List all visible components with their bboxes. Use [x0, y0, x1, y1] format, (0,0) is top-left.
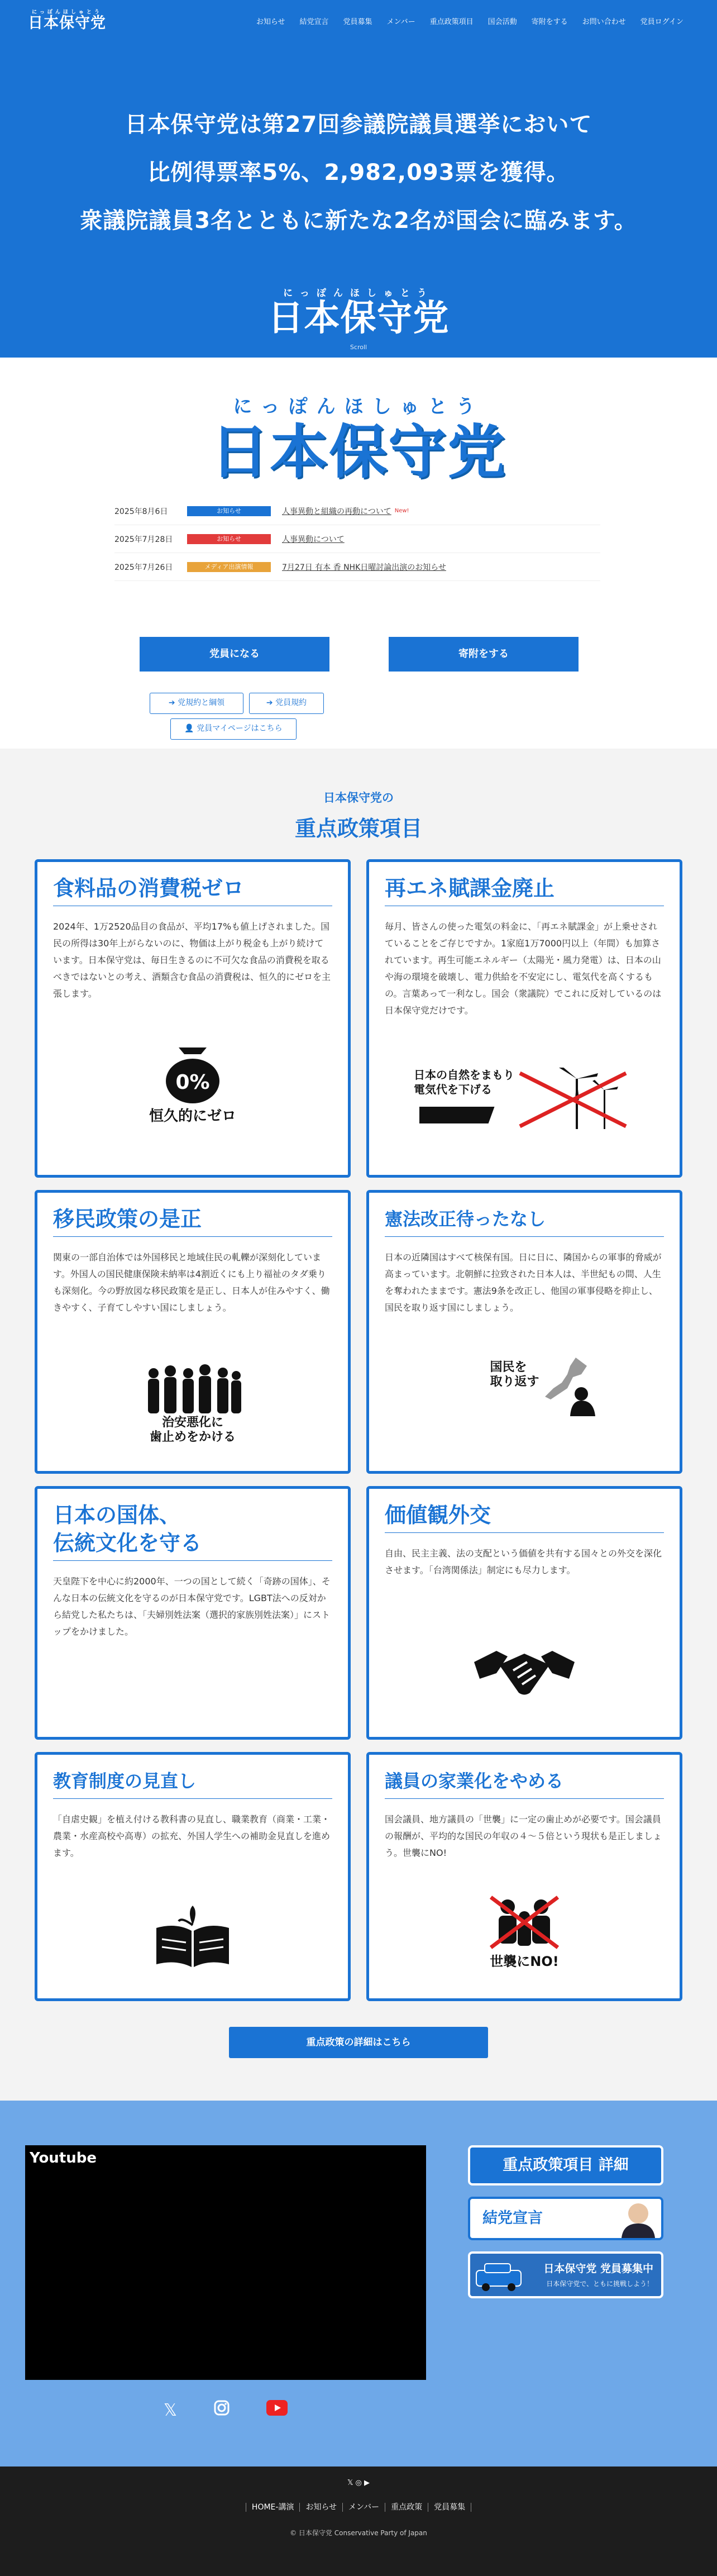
youtube-embed[interactable]: [25, 2145, 426, 2380]
hero-headline: [0, 101, 717, 245]
policy-card-tradition[interactable]: [35, 1486, 351, 1740]
party-logo-text: 日本保守党: [210, 418, 506, 486]
hero-logo-ruby: にっぽんほしゅとう: [283, 288, 434, 299]
divider: [53, 1798, 332, 1799]
news-item[interactable]: [114, 497, 600, 525]
open-book-icon: [37, 1906, 348, 1969]
card-title: 議員の家業化をやめる: [385, 1770, 564, 1792]
nav-diet-activity[interactable]: 国会活動: [487, 18, 517, 26]
divider: [53, 1560, 332, 1561]
card-text: 自由、民主主義、法の支配という価値を共有する国々との外交を深化させます。「台湾関係法」制定にも尽力します。: [385, 1548, 662, 1575]
policy-card-values-diplomacy[interactable]: [366, 1486, 682, 1740]
zero-percent-bag-icon: [37, 1046, 348, 1125]
card-title: 教育制度の見直し: [53, 1770, 197, 1792]
nav-policy[interactable]: 重点政策項目: [429, 18, 474, 26]
youtube-label: Youtube: [30, 2150, 97, 2166]
divider: [385, 1798, 664, 1799]
card-text: 2024年、1万2520品目の食品が、平均17%も値上げされました。国民の所得は30年上がらないのに、物価は上がり税金も上がり続けています。日本保守党は、毎日生きるのに不可欠な食品の消費税を取るべきではないとの考え、酒類含む食品の消費税は、恒久的にゼロを主張します。: [53, 921, 331, 999]
footer-link-policy[interactable]: 重点政策: [385, 2503, 428, 2512]
news-category-badge: お知らせ: [187, 506, 271, 516]
x-icon[interactable]: 𝕏: [163, 2400, 177, 2420]
news-date: 2025年7月28日: [114, 535, 173, 544]
policy-card-education[interactable]: [35, 1752, 351, 2001]
card-caption: 治安悪化に 歯止めをかける: [149, 1416, 236, 1444]
divider: [53, 1236, 332, 1237]
news-date: 2025年7月26日: [114, 563, 173, 572]
nav-news[interactable]: お知らせ: [256, 18, 285, 26]
solar-wind-crossed-icon: [369, 1068, 680, 1097]
japan-map-icon: [369, 1355, 680, 1416]
footer-link-recruit[interactable]: 党員募集: [428, 2503, 471, 2512]
card-text: 国会議員、地方議員の「世襲」に一定の歯止めが必要です。国会議員の報酬が、平均的な国民の年収の４〜５倍という現状も是正しましょう。世襲にNO!: [385, 1814, 662, 1858]
policy-title: 重点政策項目: [294, 816, 422, 841]
policy-subheading: 日本保守党の: [323, 791, 394, 804]
nav-login[interactable]: 党員ログイン: [640, 18, 683, 26]
nav-donate[interactable]: 寄附をする: [531, 18, 568, 26]
news-category-badge: メディア出演情報: [187, 562, 271, 572]
news-title-link[interactable]: 7月27日 有本 香 NHK日曜討論出演のお知らせ: [282, 563, 446, 572]
scroll-indicator[interactable]: Scroll: [350, 344, 367, 351]
svg-text:0%: 0%: [175, 1071, 210, 1094]
declaration-banner-label: 結党宣言: [482, 2210, 543, 2227]
card-caption: 国民を 取り返す: [490, 1360, 539, 1389]
footer-link-home[interactable]: HOME-講演: [246, 2503, 300, 2512]
news-category-badge: お知らせ: [187, 534, 271, 544]
card-title: 再エネ賦課金廃止: [385, 876, 555, 901]
policy-card-renewable-levy[interactable]: [366, 859, 682, 1178]
recruit-banner-sub: 日本保守党で、ともに挑戦しよう！: [546, 2280, 653, 2288]
card-caption: 恒久的にゼロ: [149, 1108, 236, 1125]
header-logo[interactable]: [28, 8, 106, 32]
youtube-icon[interactable]: [266, 2400, 288, 2420]
card-title: 日本の国体、 伝統文化を守る: [53, 1503, 202, 1555]
header-logo-text: 日本保守党: [28, 15, 106, 32]
hero-section: [0, 0, 717, 358]
policy-detail-button[interactable]: 重点政策の詳細はこちら: [229, 2027, 488, 2058]
recruit-banner[interactable]: [468, 2251, 663, 2298]
social-links: [0, 2399, 451, 2421]
nav-members[interactable]: メンバー: [386, 18, 415, 26]
policy-card-constitution[interactable]: [366, 1190, 682, 1474]
recruit-banner-title: 日本保守党 党員募集中: [543, 2263, 653, 2275]
nav-recruit[interactable]: 党員募集: [343, 18, 372, 26]
footer-link-news[interactable]: お知らせ: [299, 2503, 342, 2512]
card-title: 移民政策の是正: [53, 1207, 202, 1231]
hero-line-1: 日本保守党は第27回参議院議員選挙において: [125, 112, 592, 137]
donate-button[interactable]: 寄附をする: [389, 637, 579, 672]
footer-links: [0, 2501, 717, 2512]
divider: [385, 1236, 664, 1237]
top-navbar: [0, 0, 717, 39]
instagram-icon[interactable]: [213, 2399, 230, 2421]
handshake-icon: [369, 1640, 680, 1703]
crowd-icon: [37, 1363, 348, 1445]
news-date: 2025年8月6日: [114, 507, 168, 516]
policy-card-immigration[interactable]: [35, 1190, 351, 1474]
news-title-link[interactable]: 人事異動と組織の再動について: [282, 507, 391, 516]
brand-section: [0, 358, 717, 749]
footer-link-members[interactable]: メンバー: [342, 2503, 385, 2512]
declaration-banner[interactable]: [468, 2197, 663, 2240]
party-logo: [0, 391, 717, 485]
policy-heading: [0, 789, 717, 842]
card-text: 「自虐史観」を植え付ける教科書の見直し、職業教育（商業・工業・農業・水産高校や高専）の拡充、外国人学生への補助金見直しを進めます。: [53, 1814, 331, 1858]
policy-card-food-tax[interactable]: [35, 859, 351, 1178]
member-mypage-button[interactable]: 👤 党員マイページはこちら: [170, 718, 297, 740]
site-footer: [0, 2467, 717, 2576]
news-item[interactable]: [114, 553, 600, 581]
nav-contact[interactable]: お問い合わせ: [582, 18, 626, 26]
divider: [385, 1532, 664, 1533]
card-text: 日本の近隣国はすべて核保有国。日に日に、隣国からの軍事的脅威が高まっています。北朝鮮に拉致された日本人は、半世紀もの間、人生を奪われたままです。憲法9条を改正し、他国の軍事侵略を抑止し、国民を取り返す国にしましょう。: [385, 1252, 662, 1313]
nav-declaration[interactable]: 結党宣言: [299, 18, 329, 26]
campaign-car-icon: [474, 2260, 524, 2294]
card-text: 天皇陛下を中心に約2000年、一つの国として続く「奇跡の国体」、そんな日本の伝統文化を守るのが日本保守党です。LGBT法への反対から結党した私たちは、「夫婦別姓法案（選択的家族別姓法案）」にストップをかけました。: [53, 1576, 331, 1637]
main-nav: [242, 16, 683, 26]
policy-card-hereditary[interactable]: [366, 1752, 682, 2001]
become-member-button[interactable]: 党員になる: [140, 637, 329, 672]
hero-line-3: 衆議院議員3名とともに新たな2名が国会に臨みます。: [80, 208, 637, 234]
policy-detail-banner[interactable]: 重点政策項目 詳細: [468, 2145, 663, 2185]
news-title-link[interactable]: 人事異動について: [282, 535, 345, 544]
policy-section: [0, 749, 717, 2101]
card-title: 食料品の消費税ゼロ: [53, 876, 245, 901]
card-caption: 日本の自然をまもり 電気代を下げる: [414, 1068, 514, 1096]
news-item[interactable]: [114, 525, 600, 553]
media-section: [0, 2101, 717, 2467]
party-rules-button[interactable]: ➔ 党規約と綱領: [150, 693, 243, 714]
new-badge: New!: [394, 508, 409, 514]
hero-logo-text: 日本保守党: [267, 298, 450, 339]
copyright: © 日本保守党 Conservative Party of Japan: [290, 2529, 427, 2537]
card-caption: 世襲にNO!: [490, 1954, 559, 1969]
card-text: 関東の一部自治体では外国移民と地域住民の軋轢が深刻化しています。外国人の国民健康保険未納率は4割近くにも上り福祉のタダ乗りも深刻化。今の野放図な移民政策を是正し、日本人が住みやすく、働きやすく、子育てしやすい国にしましょう。: [53, 1252, 330, 1313]
card-text: 毎月、皆さんの使った電気の料金に、「再エネ賦課金」が上乗せされていることをご存じですか。1家庭1万7000円以上（年間）も加算されています。再生可能エネルギー（太陽光・風力発電）は、日本の山や海の環境を破壊し、電力供給を不安定にし、電気代を高くするもの。言葉あって一利なし。国会（衆議院）でこれに反対しているのは日本保守党だけです。: [385, 921, 662, 1016]
card-title: 価値観外交: [385, 1503, 491, 1527]
leader-portrait-icon: [619, 2199, 658, 2238]
news-list: [114, 497, 600, 581]
card-title: 憲法改正待ったなし: [385, 1208, 546, 1230]
header-logo-ruby: にっぽんほしゅとう: [32, 9, 102, 15]
hero-line-2: 比例得票率5%、2,982,093票を獲得。: [147, 160, 570, 185]
hero-logo: [0, 285, 717, 351]
party-logo-ruby: にっぽんほしゅとう: [233, 396, 484, 418]
member-rules-button[interactable]: ➔ 党員規約: [249, 693, 324, 714]
footer-social-icons[interactable]: 𝕏 ◎ ▶: [347, 2479, 370, 2487]
crossed-people-icon: [369, 1894, 680, 1970]
